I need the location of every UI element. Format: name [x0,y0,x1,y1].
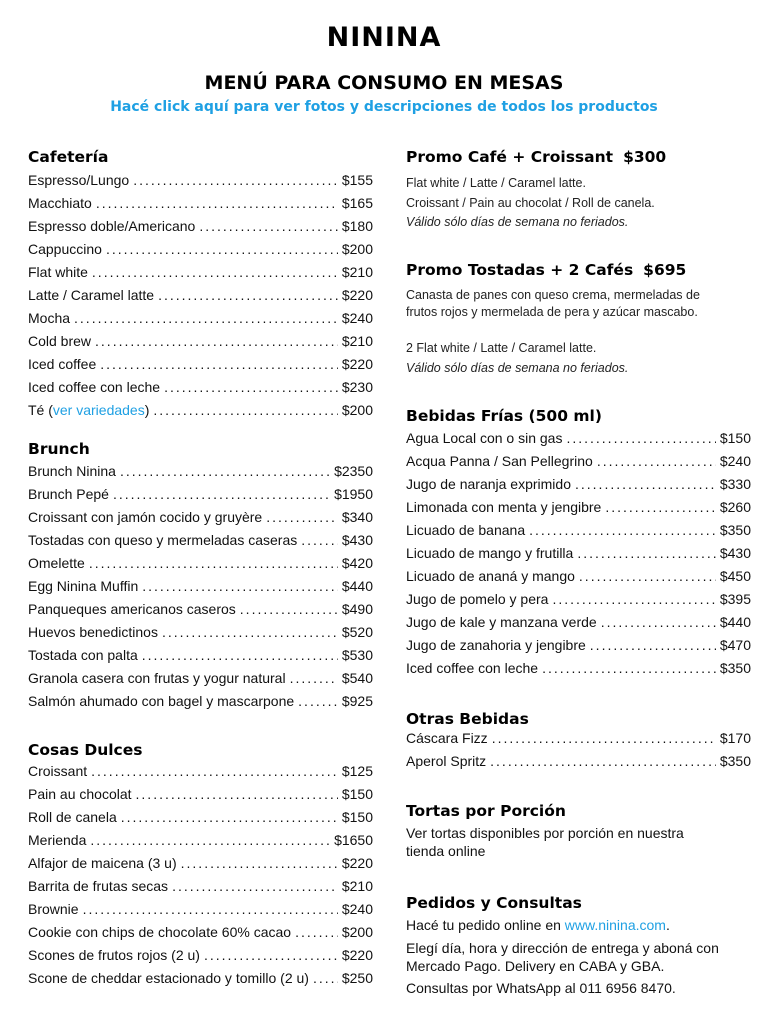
item-price: $450 [719,568,751,584]
item-price: $1650 [334,832,373,848]
item-name: Alfajor de maicena (3 u) [28,855,177,871]
item-price: $350 [719,753,751,769]
item-price: $250 [341,970,373,986]
promo-cafe-title: Promo Café + Croissant [406,148,614,166]
menu-item [406,566,751,586]
item-name: Jugo de pomelo y pera [406,591,549,607]
promo-cafe-note: Válido sólo días de semana no feriados. [406,215,629,229]
menu-item [28,899,373,919]
section-title-pedidos: Pedidos y Consultas [406,894,582,912]
item-price: $430 [341,532,373,548]
item-name: Panqueques americanos caseros [28,601,236,617]
item-name: Huevos benedictinos [28,624,158,640]
menu-item [28,876,373,896]
menu-item [28,599,373,619]
item-price: $165 [341,195,373,211]
item-name: Brunch Pepé [28,486,109,502]
item-name: Granola casera con frutas y yogur natural [28,670,286,686]
item-price: $150 [341,809,373,825]
item-name: Merienda [28,832,87,848]
item-price: $420 [341,555,373,571]
item-name: Iced coffee con leche [28,379,161,395]
item-name: Egg Ninina Muffin [28,578,139,594]
item-name: Licuado de ananá y mango [406,568,575,584]
right-column [406,0,751,1024]
item-name: Croissant con jamón cocido y gruyère [28,509,263,525]
te-label: Té ( [28,402,53,418]
menu-item [28,645,373,665]
section-title-tortas: Tortas por Porción [406,802,566,820]
item-name: Licuado de banana [406,522,526,538]
item-name: Omelette [28,555,85,571]
menu-item [406,474,751,494]
item-name: Jugo de naranja exprimido [406,476,571,492]
item-name: Salmón ahumado con bagel y mascarpone [28,693,295,709]
menu-item [28,945,373,965]
menu-item [406,497,751,517]
menu-item [28,691,373,711]
item-price: $395 [719,591,751,607]
item-price: $260 [719,499,751,515]
menu-item [28,377,373,397]
item-price: $340 [341,509,373,525]
te-variedades-link[interactable]: ver variedades [52,402,145,418]
item-price: $490 [341,601,373,617]
item-price: $240 [341,901,373,917]
menu-item [28,216,373,236]
item-price: $440 [341,578,373,594]
pedidos-text-suffix: . [665,917,670,933]
te-label-suffix: ) [144,402,150,418]
promo-cafe-price: $300 [623,148,667,166]
menu-item [28,968,373,988]
item-name: Espresso doble/Americano [28,218,196,234]
item-price: $200 [341,402,373,418]
menu-item [28,484,373,504]
photos-link[interactable]: Hacé click aquí para ver fotos y descripciones de todos los productos [110,99,658,115]
menu-title: MENÚ PARA CONSUMO EN MESAS [204,72,564,94]
item-price: $330 [719,476,751,492]
menu-item [28,331,373,351]
item-name: Cold brew [28,333,92,349]
item-name: Croissant [28,763,88,779]
item-name: Tostadas con queso y mermeladas caseras [28,532,298,548]
promo-tostadas-price: $695 [643,261,687,279]
item-name: Barrita de frutas secas [28,878,169,894]
item-name: Espresso/Lungo [28,172,130,188]
item-name: Latte / Caramel latte [28,287,155,303]
pedidos-line-1 [406,917,751,935]
item-name [28,400,149,420]
item-name: Agua Local con o sin gas [406,430,563,446]
item-price: $210 [341,264,373,280]
item-price: $520 [341,624,373,640]
menu-item [28,285,373,305]
section-title-promo-tostadas [406,261,686,279]
item-name: Macchiato [28,195,92,211]
pedidos-line-3: Consultas por WhatsApp al 011 6956 8470. [406,980,676,996]
item-price: $220 [341,855,373,871]
menu-item [28,461,373,481]
item-price: $210 [341,878,373,894]
promo-cafe-line: Flat white / Latte / Caramel latte. [406,176,586,190]
item-price: $150 [341,786,373,802]
item-price: $210 [341,333,373,349]
menu-item [28,507,373,527]
menu-item [406,428,751,448]
section-title-otras: Otras Bebidas [406,710,529,728]
menu-item [28,354,373,374]
menu-item [28,807,373,827]
section-title-promo-cafe [406,148,666,166]
section-title-brunch: Brunch [28,440,90,458]
item-price: $220 [341,287,373,303]
item-price: $530 [341,647,373,663]
item-price: $430 [719,545,751,561]
item-name: Cookie con chips de chocolate 60% cacao [28,924,292,940]
menu-item [28,308,373,328]
item-name: Licuado de mango y frutilla [406,545,574,561]
menu-item [28,761,373,781]
menu-item-te [28,400,373,420]
menu-item [28,170,373,190]
item-price: $200 [341,924,373,940]
item-price: $180 [341,218,373,234]
item-name: Cáscara Fizz [406,730,488,746]
item-price: $220 [341,356,373,372]
item-name: Brunch Ninina [28,463,116,479]
menu-item [28,239,373,259]
menu-item [406,520,751,540]
promo-tostadas-desc: Canasta de panes con queso crema, mermeladas de frutos rojos y mermelada de pera y azúcar mascabo. [406,288,700,319]
item-name: Jugo de kale y manzana verde [406,614,597,630]
item-price: $155 [341,172,373,188]
menu-item [28,853,373,873]
brand-title: NININA [326,22,442,53]
item-price: $170 [719,730,751,746]
item-price: $470 [719,637,751,653]
menu-item [406,751,751,771]
item-price: $125 [341,763,373,779]
item-name: Cappuccino [28,241,102,257]
item-price: $350 [719,522,751,538]
left-column [28,0,373,1024]
item-price: $240 [719,453,751,469]
item-price: $230 [341,379,373,395]
item-price: $350 [719,660,751,676]
menu-item [28,830,373,850]
website-link[interactable]: www.ninina.com [564,917,666,933]
promo-cafe-line: Croissant / Pain au chocolat / Roll de canela. [406,196,655,210]
item-name: Mocha [28,310,71,326]
menu-item [28,668,373,688]
menu-item [28,576,373,596]
item-name: Pain au chocolat [28,786,132,802]
item-price: $240 [341,310,373,326]
item-name: Scones de frutos rojos (2 u) [28,947,200,963]
item-price: $1950 [334,486,373,502]
item-name: Aperol Spritz [406,753,487,769]
item-price: $200 [341,241,373,257]
item-price: $440 [719,614,751,630]
item-name: Tostada con palta [28,647,138,663]
menu-item [28,193,373,213]
promo-tostadas-note: Válido sólo días de semana no feriados. [406,361,629,375]
menu-item [28,530,373,550]
menu-item [406,451,751,471]
section-title-cafeteria: Cafetería [28,148,109,166]
menu-item [406,728,751,748]
tortas-link[interactable]: Ver tortas disponibles por porción en nuestra tienda online [406,825,684,859]
promo-tostadas-line: 2 Flat white / Latte / Caramel latte. [406,341,597,355]
section-title-dulces: Cosas Dulces [28,741,143,759]
menu-item [406,658,751,678]
menu-item [406,612,751,632]
menu-item [28,262,373,282]
pedidos-text: Hacé tu pedido online en [406,917,565,933]
menu-item [406,635,751,655]
menu-item [28,622,373,642]
promo-tostadas-title: Promo Tostadas + 2 Cafés [406,261,634,279]
item-price: $925 [341,693,373,709]
menu-item [406,589,751,609]
item-price: $540 [341,670,373,686]
item-name: Scone de cheddar estacionado y tomillo (2 u) [28,970,309,986]
menu-item [406,543,751,563]
item-name: Roll de canela [28,809,117,825]
item-name: Limonada con menta y jengibre [406,499,602,515]
item-name: Acqua Panna / San Pellegrino [406,453,593,469]
menu-item [28,784,373,804]
item-name: Iced coffee con leche [406,660,539,676]
item-name: Brownie [28,901,79,917]
item-name: Jugo de zanahoria y jengibre [406,637,586,653]
pedidos-line-2: Elegí día, hora y dirección de entrega y aboná con Mercado Pago. Delivery en CABA y GBA. [406,940,719,974]
menu-item [28,553,373,573]
item-price: $150 [719,430,751,446]
item-price: $220 [341,947,373,963]
menu-item [28,922,373,942]
section-title-frias: Bebidas Frías (500 ml) [406,407,602,425]
item-price: $2350 [334,463,373,479]
item-name: Iced coffee [28,356,97,372]
item-name: Flat white [28,264,88,280]
